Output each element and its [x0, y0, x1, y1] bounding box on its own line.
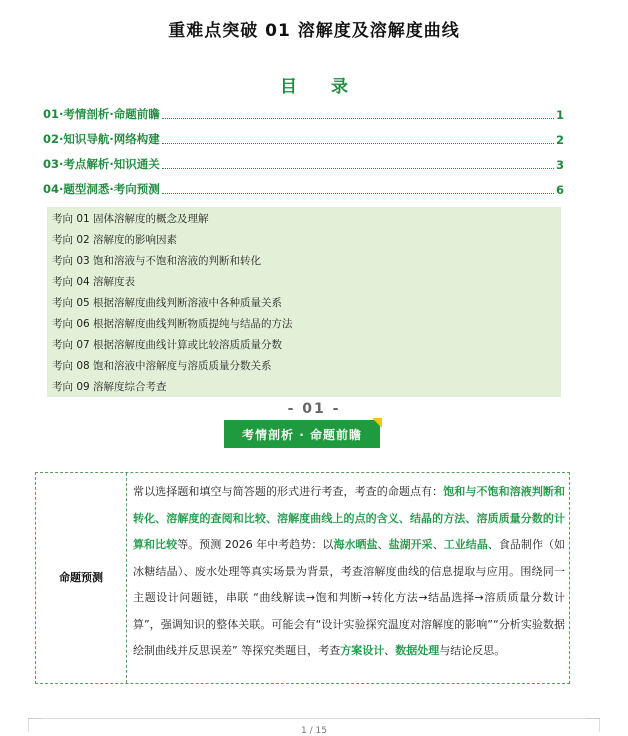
text-run: 、	[377, 538, 389, 551]
prediction-box	[35, 472, 570, 684]
banner-corner-decoration	[372, 418, 382, 428]
toc-entry[interactable]	[43, 156, 564, 172]
toc-entry-label: 02·知识导航·网络构建	[43, 132, 160, 146]
sub-topic-item[interactable]: 考向 01 固体溶解度的概念及理解	[52, 213, 209, 225]
toc-leader	[162, 193, 554, 194]
box-label: 命题预测	[59, 571, 103, 584]
toc-entry-page: 6	[555, 183, 564, 197]
highlight-run: 盐湖开采	[388, 538, 433, 551]
toc-leader	[162, 168, 554, 169]
highlight-run: 饱和与不饱和溶液判断和转化、溶解度的查阅和比较、溶解度曲线上的点的含义、结晶的方法、溶质质量分数的计算和比较	[133, 485, 566, 551]
toc-entry-label: 03·考点解析·知识通关	[43, 157, 160, 171]
sub-topic-item[interactable]: 考向 04 溶解度表	[52, 276, 136, 288]
toc-entry-page: 1	[555, 108, 564, 122]
text-run: 与结论反思。	[439, 644, 506, 657]
highlight-run: 工业结晶	[443, 538, 488, 551]
text-run: 常以选择题和填空与简答题的形式进行考查，考查的命题点有：	[133, 485, 444, 498]
sub-topic-item[interactable]: 考向 02 溶解度的影响因素	[52, 234, 178, 246]
highlight-run: 海水晒盐	[333, 538, 378, 551]
page-bottom-line	[28, 718, 600, 719]
text-run: 、食品制作（如冰糖结晶）、废水处理等真实场景为背景，考查溶解度曲线的信息提取与应用。围绕同一主题设计问题链，串联 “曲线解读→饱和判断→转化方法→结晶选择→溶质质量分数计算”，强调知识的整体关联。可能会有“设计实验探究温度对溶解度的影响”“分析实验数据绘制曲线并反思误差” 等探究类题目，考查	[133, 538, 566, 657]
highlight-run: 方案设计	[340, 644, 385, 657]
toc-entry-label: 04·题型洞悉·考向预测	[43, 182, 160, 196]
document-title: 重难点突破 01 溶解度及溶解度曲线	[168, 21, 460, 41]
sub-topic-item[interactable]: 考向 06 根据溶解度曲线判断物质提纯与结晶的方法	[52, 318, 293, 330]
toc-entry-label: 01·考情剖析·命题前瞻	[43, 107, 160, 121]
highlight-run: 数据处理	[395, 644, 440, 657]
sub-topic-item[interactable]: 考向 09 溶解度综合考查	[52, 381, 167, 393]
page-number: 1 / 15	[301, 726, 327, 736]
toc-entry[interactable]	[43, 106, 564, 122]
toc-heading: 目 录	[280, 77, 362, 97]
toc-leader	[162, 118, 554, 119]
toc-entry-page: 3	[555, 158, 564, 172]
sub-topic-item[interactable]: 考向 05 根据溶解度曲线判断溶液中各种质量关系	[52, 297, 283, 309]
section-banner-label: 考情剖析 · 命题前瞻	[242, 427, 362, 442]
sub-topic-item[interactable]: 考向 08 饱和溶液中溶解度与溶质质量分数关系	[52, 360, 272, 372]
box-divider	[126, 473, 127, 683]
toc-entry-page: 2	[555, 133, 564, 147]
box-text	[133, 479, 565, 665]
text-run: 、	[432, 538, 444, 551]
sub-topic-item[interactable]: 考向 03 饱和溶液与不饱和溶液的判断和转化	[52, 255, 262, 267]
text-run: 、	[384, 644, 396, 657]
text-run: 等。预测 2026 年中考趋势：以	[177, 538, 334, 551]
section-banner	[224, 420, 380, 448]
toc-entry[interactable]	[43, 181, 564, 197]
toc-leader	[162, 143, 554, 144]
toc-entry[interactable]	[43, 131, 564, 147]
sub-topic-item[interactable]: 考向 07 根据溶解度曲线计算或比较溶质质量分数	[52, 339, 283, 351]
section-number: - 01 -	[287, 401, 341, 417]
